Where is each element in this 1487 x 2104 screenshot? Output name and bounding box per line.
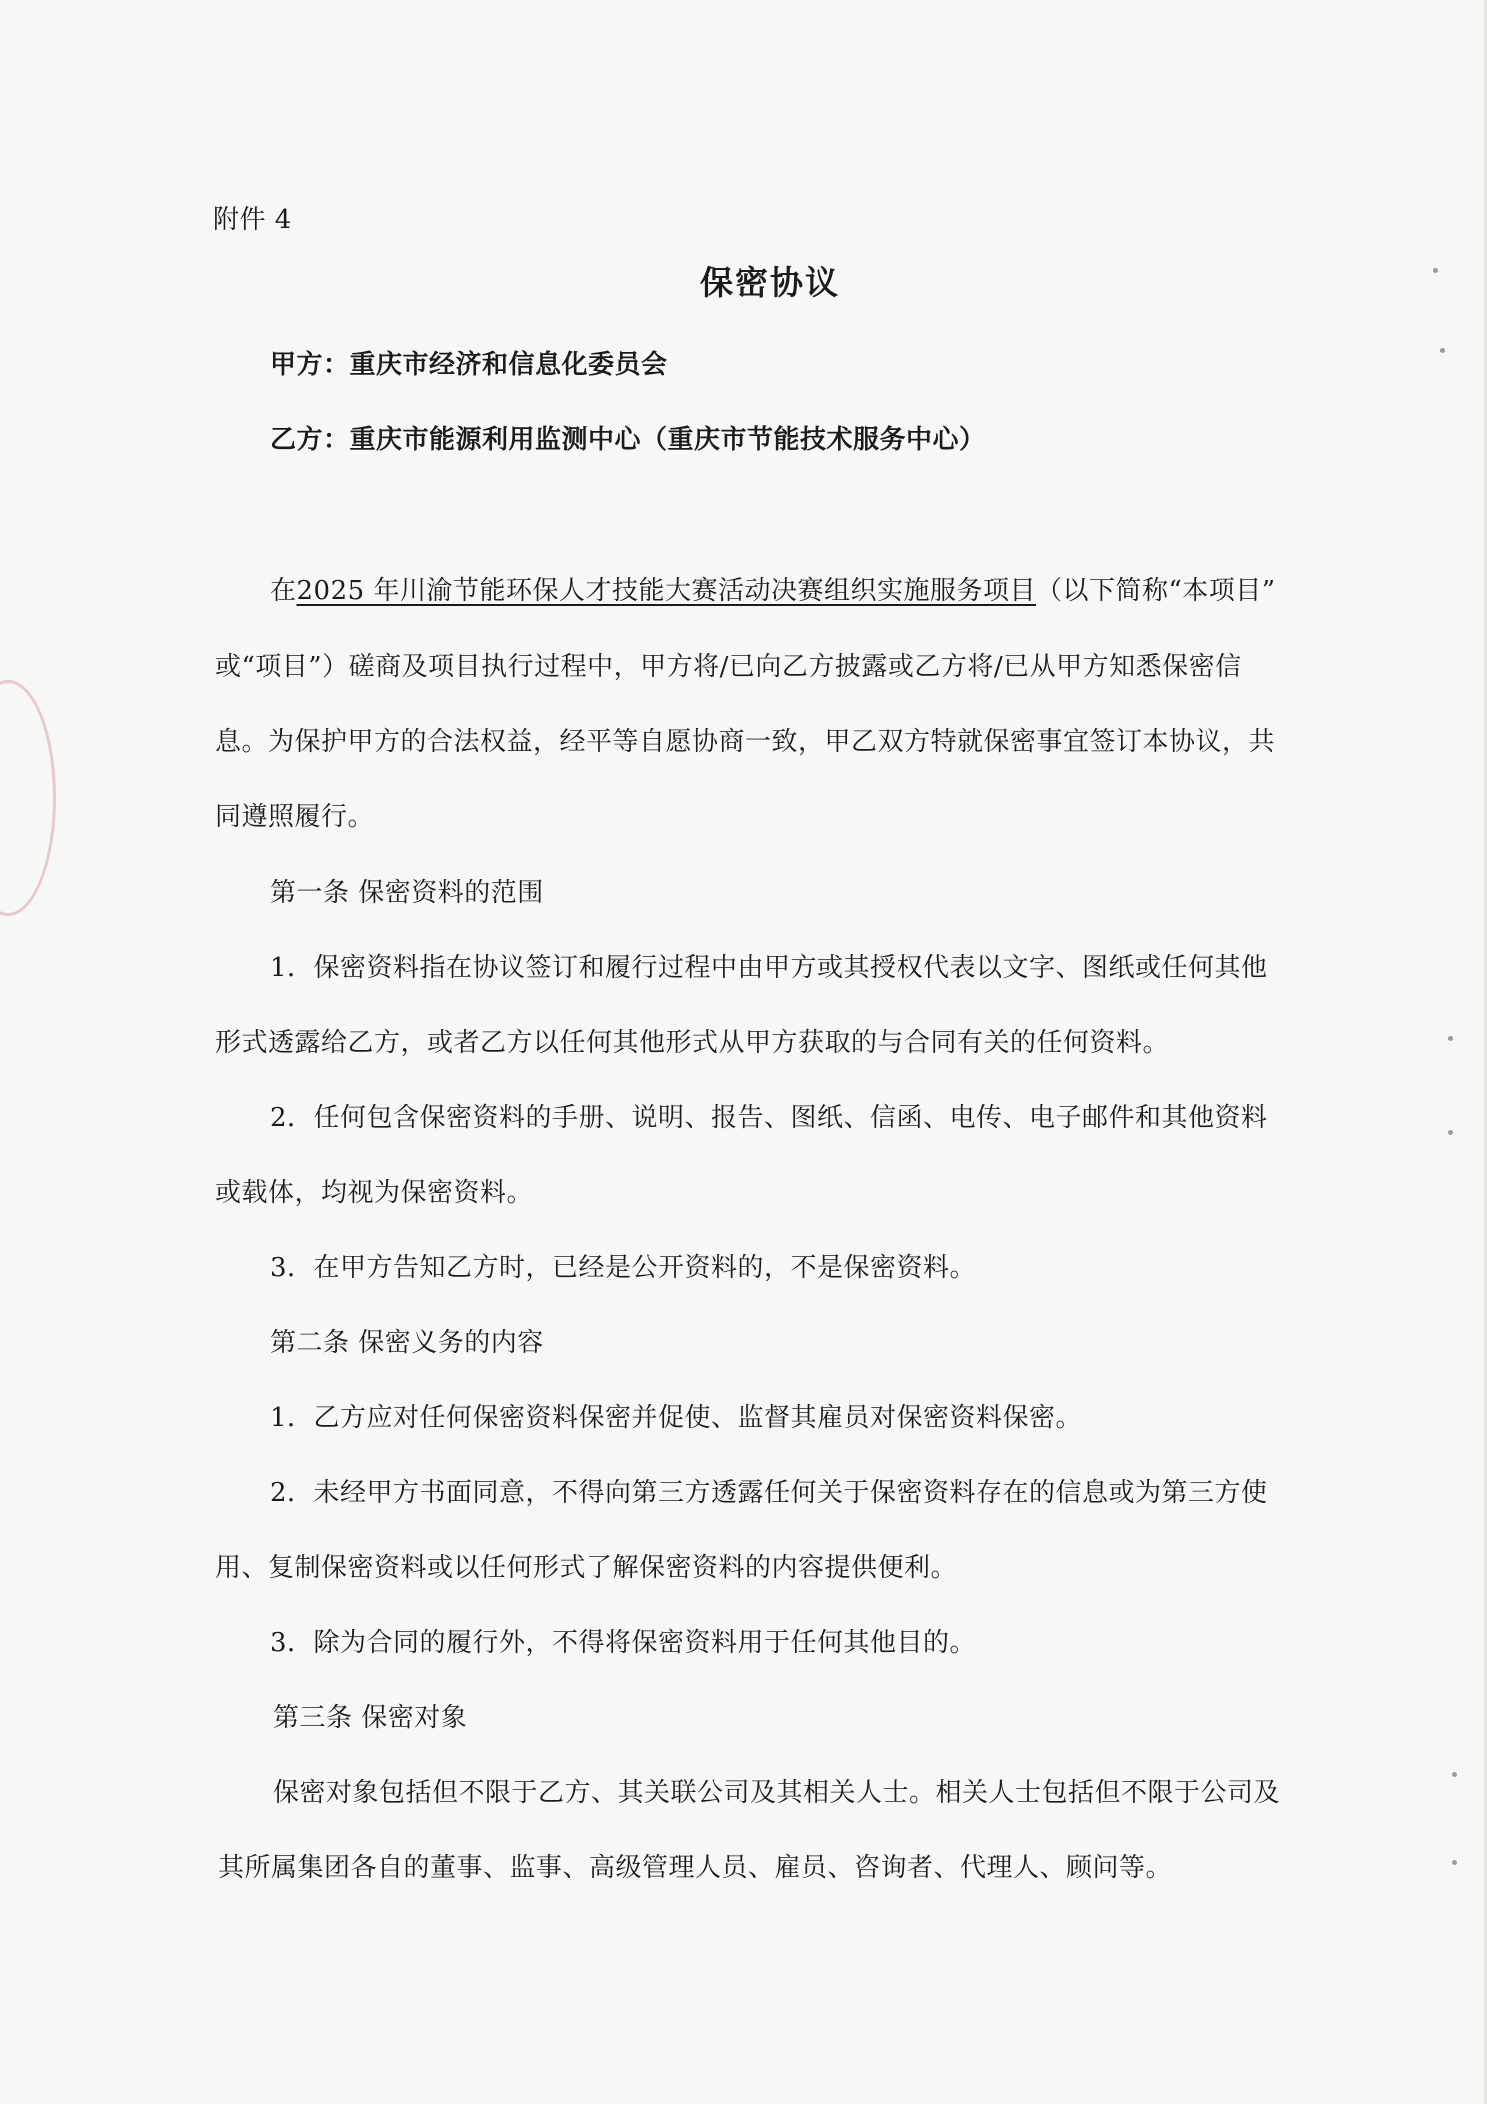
article-1-item-2-line-2: 或载体，均视为保密资料。	[215, 1178, 534, 1208]
article-1-item-3: 3．在甲方告知乙方时，已经是公开资料的，不是保密资料。	[270, 1253, 977, 1283]
project-name: 2025 年川渝节能环保人才技能大赛活动决赛组织实施服务项目	[296, 576, 1036, 606]
party-b: 乙方：重庆市能源利用监测中心（重庆市节能技术服务中心）	[270, 425, 986, 455]
page-title: 保密协议	[700, 263, 840, 302]
scan-speck	[1448, 1130, 1453, 1135]
intro-line-3: 息。为保护甲方的合法权益，经平等自愿协商一致，甲乙双方特就保密事宜签订本协议，共	[215, 727, 1276, 757]
article-2-item-3: 3．除为合同的履行外，不得将保密资料用于任何其他目的。	[270, 1628, 977, 1658]
article-1-item-1-line-1: 1．保密资料指在协议签订和履行过程中由甲方或其授权代表以文字、图纸或任何其他	[270, 953, 1268, 983]
article-1-item-2-line-1: 2．任何包含保密资料的手册、说明、报告、图纸、信函、电传、电子邮件和其他资料	[270, 1103, 1268, 1133]
intro-prefix: 在	[270, 576, 297, 606]
article-3-line-1: 保密对象包括但不限于乙方、其关联公司及其相关人士。相关人士包括但不限于公司及	[273, 1778, 1281, 1808]
attachment-label: 附件 4	[213, 205, 292, 235]
article-2-item-2-line-2: 用、复制保密资料或以任何形式了解保密资料的内容提供便利。	[215, 1553, 958, 1583]
intro-line-2: 或“项目”）磋商及项目执行过程中，甲方将/已向乙方披露或乙方将/已从甲方知悉保密信	[215, 652, 1242, 682]
party-a: 甲方：重庆市经济和信息化委员会	[270, 350, 668, 380]
scan-speck	[1433, 268, 1438, 273]
scan-speck	[1452, 1772, 1457, 1777]
article-3-line-2: 其所属集团各自的董事、监事、高级管理人员、雇员、咨询者、代理人、顾问等。	[218, 1853, 1173, 1883]
scan-speck	[1452, 1860, 1457, 1865]
article-1-heading: 第一条 保密资料的范围	[270, 878, 544, 908]
article-2-item-2-line-1: 2．未经甲方书面同意，不得向第三方透露任何关于保密资料存在的信息或为第三方使	[270, 1478, 1268, 1508]
red-seal-stamp-fragment	[0, 680, 56, 916]
intro-line-4: 同遵照履行。	[215, 802, 375, 832]
article-2-item-1: 1．乙方应对任何保密资料保密并促使、监督其雇员对保密资料保密。	[270, 1403, 1083, 1433]
article-3-heading: 第三条 保密对象	[273, 1703, 468, 1733]
scan-speck	[1448, 1036, 1453, 1041]
intro-line-1	[270, 576, 1276, 606]
article-1-item-1-line-2: 形式透露给乙方，或者乙方以任何其他形式从甲方获取的与合同有关的任何资料。	[215, 1028, 1170, 1058]
intro-line-1-suffix: （以下简称“本项目”	[1035, 576, 1276, 606]
article-2-heading: 第二条 保密义务的内容	[270, 1328, 544, 1358]
scan-speck	[1440, 348, 1445, 353]
